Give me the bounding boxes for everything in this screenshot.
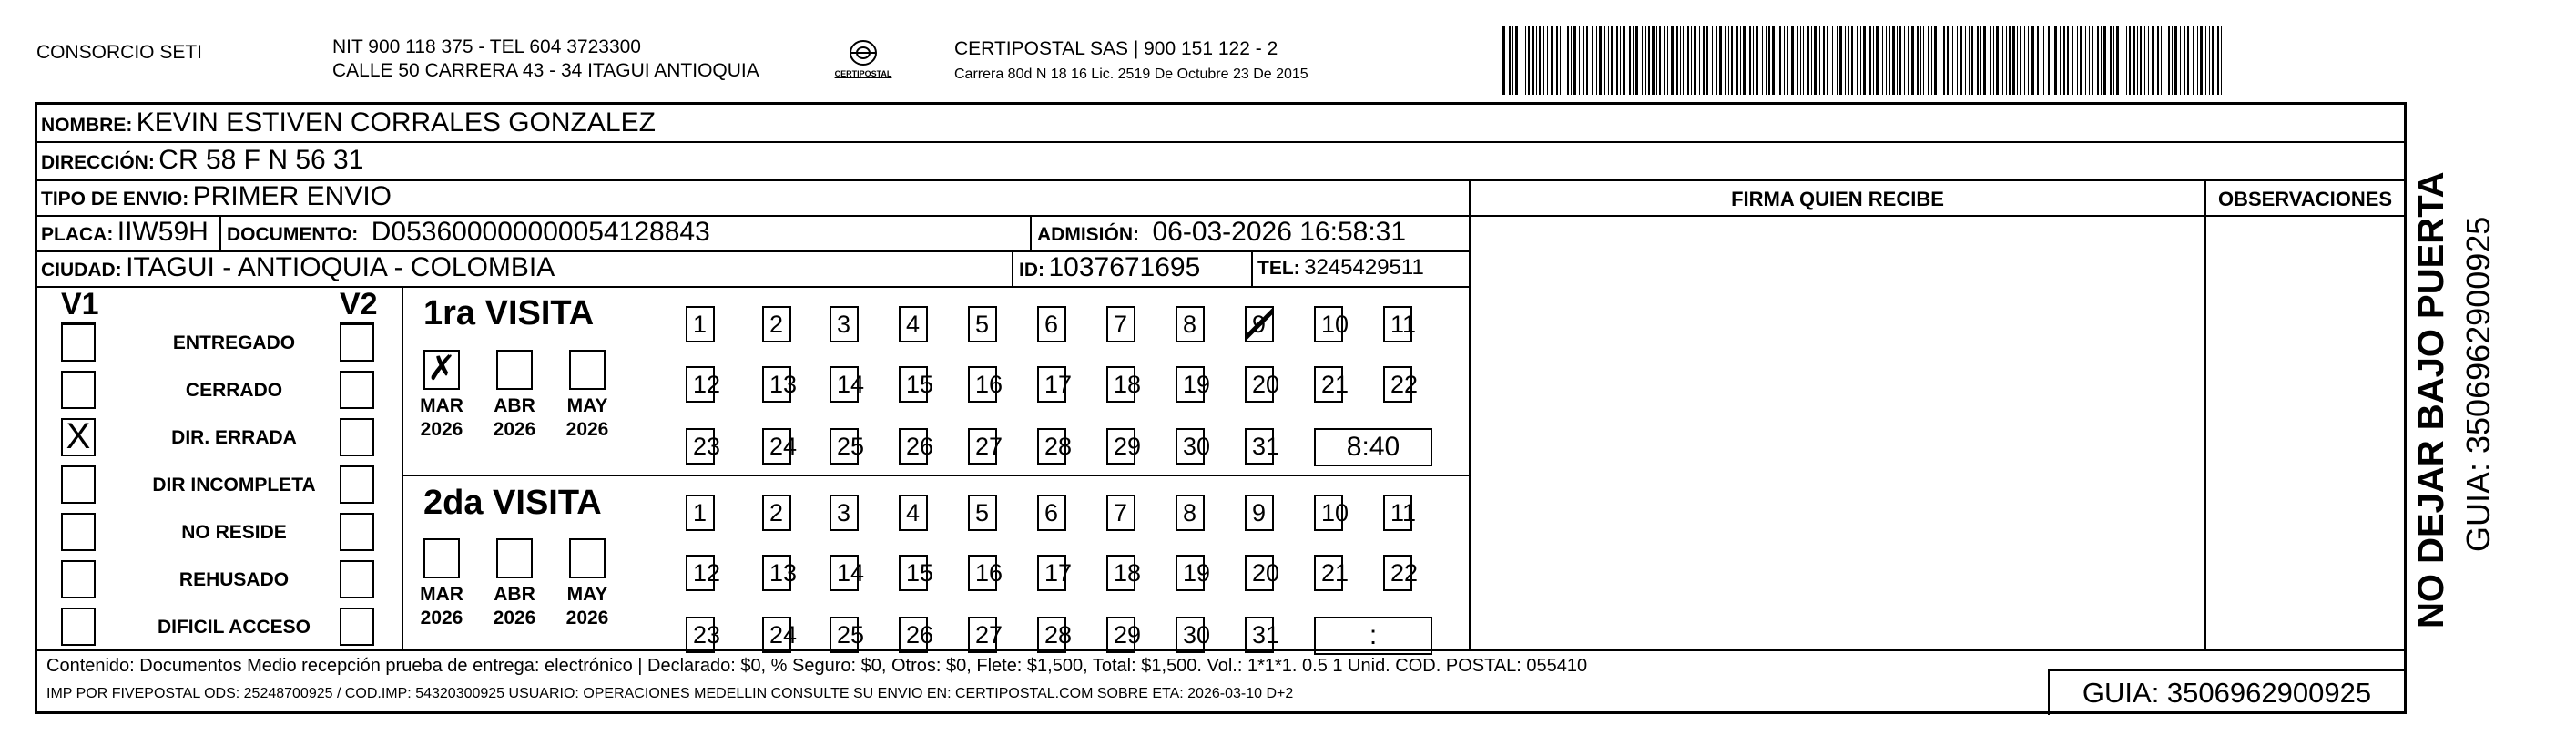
do-not-leave-under-door-notice: NO DEJAR BAJO PUERTA: [2411, 171, 2451, 628]
footer-content-line: Contenido: Documentos Medio recepción prueba de entrega: electrónico | Declarado: $0, % Seguro: $0, Otros: $0, Flete: $1,500, Total: $1,500. Vol.: 1*1*1. 0.5 1 Unid. COD. POSTAL: 055410: [46, 656, 1588, 676]
day-box[interactable]: 21: [1314, 366, 1343, 403]
day-box[interactable]: 27: [968, 428, 997, 465]
day-box[interactable]: 10: [1314, 495, 1343, 531]
day-box[interactable]: 23: [686, 428, 715, 465]
day-box[interactable]: 31: [1245, 617, 1274, 653]
month-checkbox[interactable]: [423, 350, 460, 390]
day-box[interactable]: 8: [1176, 306, 1205, 342]
v1-mark: X: [66, 416, 91, 456]
day-box[interactable]: 17: [1037, 555, 1066, 591]
day-box[interactable]: 29: [1106, 617, 1135, 653]
footer-guia: GUIA: 3506962900925: [2082, 677, 2372, 709]
day-box[interactable]: 5: [968, 495, 997, 531]
day-box[interactable]: 4: [899, 306, 928, 342]
day-box[interactable]: 15: [899, 366, 928, 403]
day-box[interactable]: 20: [1245, 366, 1274, 403]
day-box[interactable]: 9: [1245, 495, 1274, 531]
month-label: MAY: [566, 584, 608, 605]
day-box[interactable]: 30: [1176, 617, 1205, 653]
status-label: DIFICIL ACCESO: [157, 617, 311, 638]
month-label: MAR: [420, 584, 463, 605]
v2-checkbox[interactable]: [340, 608, 374, 646]
day-box[interactable]: 19: [1176, 366, 1205, 403]
day-box[interactable]: 26: [899, 428, 928, 465]
status-label: ENTREGADO: [172, 332, 296, 353]
year-label: 2026: [565, 419, 609, 440]
footer-print-line: IMP POR FIVEPOSTAL ODS: 25248700925 / COD.IMP: 54320300925 USUARIO: OPERACIONES MEDELLIN CONSULTE SU ENVIO EN: CERTIPOSTAL.COM SOBRE ETA: 2026-03-10 D+2: [46, 686, 1294, 701]
status-label: DIR INCOMPLETA: [152, 475, 316, 495]
status-label: DIR. ERRADA: [171, 427, 297, 448]
day-box[interactable]: 3: [830, 495, 859, 531]
observations-column-header: OBSERVACIONES: [2217, 188, 2393, 210]
day-box[interactable]: 10: [1314, 306, 1343, 342]
visit-time-box[interactable]: :: [1314, 617, 1432, 655]
day-box[interactable]: 24: [762, 428, 791, 465]
carrier-line: CERTIPOSTAL SAS | 900 151 122 - 2: [954, 38, 1278, 59]
day-box[interactable]: 20: [1245, 555, 1274, 591]
month-label: ABR: [494, 584, 535, 605]
day-box[interactable]: 5: [968, 306, 997, 342]
license-line: Carrera 80d N 18 16 Lic. 2519 De Octubre 23 De 2015: [954, 66, 1308, 82]
day-box[interactable]: 15: [899, 555, 928, 591]
day-box[interactable]: 18: [1106, 366, 1135, 403]
day-box[interactable]: 1: [686, 306, 715, 342]
id-field: ID: 1037671695: [1019, 252, 1201, 282]
admission-value: 06-03-2026 16:58:31: [1152, 217, 1407, 247]
month-checkbox[interactable]: [569, 350, 606, 390]
v2-header: V2: [340, 287, 378, 322]
day-box[interactable]: 13: [762, 366, 791, 403]
day-box[interactable]: 31: [1245, 428, 1274, 465]
side-guia: GUIA: 3506962900925: [2459, 216, 2497, 552]
company-name: CONSORCIO SETI: [36, 42, 203, 63]
tel-value: 3245429511: [1304, 255, 1424, 280]
day-box[interactable]: 22: [1383, 555, 1412, 591]
day-box[interactable]: 17: [1037, 366, 1066, 403]
v2-checkbox[interactable]: [340, 465, 374, 504]
id-value: 1037671695: [1048, 252, 1201, 282]
day-box[interactable]: 7: [1106, 306, 1135, 342]
plate-value: IIW59H: [117, 217, 209, 247]
address-line: CALLE 50 CARRERA 43 - 34 ITAGUI ANTIOQUIA: [332, 60, 759, 81]
day-box[interactable]: 8: [1176, 495, 1205, 531]
day-box[interactable]: 6: [1037, 306, 1066, 342]
day-box[interactable]: 18: [1106, 555, 1135, 591]
send-type-field: TIPO DE ENVIO: PRIMER ENVIO: [41, 181, 392, 211]
logo-text: CERTIPOSTAL: [834, 69, 892, 78]
send-type-value: PRIMER ENVIO: [192, 181, 392, 211]
day-box[interactable]: 14: [830, 555, 859, 591]
year-label: 2026: [420, 419, 463, 440]
day-box[interactable]: 22: [1383, 366, 1412, 403]
v1-checkbox[interactable]: [61, 513, 96, 551]
city-value: ITAGUI - ANTIOQUIA - COLOMBIA: [126, 252, 555, 282]
admission-field: ADMISIÓN: 06-03-2026 16:58:31: [1037, 217, 1407, 247]
v1-checkbox[interactable]: [61, 560, 96, 598]
day-box[interactable]: 11: [1383, 306, 1412, 342]
tel-field: TEL: 3245429511: [1257, 255, 1424, 280]
v2-checkbox[interactable]: [340, 371, 374, 409]
year-label: 2026: [493, 419, 536, 440]
v1-checkbox[interactable]: [61, 323, 96, 362]
v1-checkbox[interactable]: [61, 608, 96, 646]
document-field: DOCUMENTO: D053600000000054128843: [227, 217, 710, 247]
day-box[interactable]: 1: [686, 495, 715, 531]
certipostal-logo: [836, 36, 891, 87]
month-checkbox[interactable]: [496, 538, 533, 578]
year-label: 2026: [420, 608, 463, 628]
month-checkbox[interactable]: [423, 538, 460, 578]
day-box[interactable]: 29: [1106, 428, 1135, 465]
day-box[interactable]: 9: [1245, 306, 1274, 342]
status-label: REHUSADO: [178, 569, 290, 590]
day-box[interactable]: 12: [686, 366, 715, 403]
month-label: MAR: [420, 395, 463, 416]
day-box[interactable]: 11: [1383, 495, 1412, 531]
day-box[interactable]: 19: [1176, 555, 1205, 591]
address-field: DIRECCIÓN: CR 58 F N 56 31: [41, 145, 364, 175]
v1-header: V1: [61, 287, 99, 322]
day-box[interactable]: 2: [762, 495, 791, 531]
name-field: NOMBRE: KEVIN ESTIVEN CORRALES GONZALEZ: [41, 107, 656, 138]
day-box[interactable]: 13: [762, 555, 791, 591]
address-value: CR 58 F N 56 31: [158, 145, 364, 175]
status-label: NO RESIDE: [181, 522, 287, 543]
day-box[interactable]: 12: [686, 555, 715, 591]
day-box[interactable]: 7: [1106, 495, 1135, 531]
month-checkbox[interactable]: [496, 350, 533, 390]
v2-checkbox[interactable]: [340, 560, 374, 598]
day-box[interactable]: 26: [899, 617, 928, 653]
barcode-icon: [1502, 26, 2231, 95]
name-value: KEVIN ESTIVEN CORRALES GONZALEZ: [136, 107, 656, 138]
year-label: 2026: [493, 608, 536, 628]
month-checkbox[interactable]: [569, 538, 606, 578]
v1-checkbox[interactable]: [61, 418, 96, 456]
plate-field: PLACA: IIW59H: [41, 217, 209, 247]
v2-checkbox[interactable]: [340, 513, 374, 551]
status-label: CERRADO: [185, 380, 283, 401]
day-box[interactable]: 16: [968, 366, 997, 403]
day-box[interactable]: 21: [1314, 555, 1343, 591]
year-label: 2026: [565, 608, 609, 628]
second-visit-title: 2da VISITA: [423, 484, 602, 522]
city-field: CIUDAD: ITAGUI - ANTIOQUIA - COLOMBIA: [41, 252, 555, 282]
first-visit-title: 1ra VISITA: [423, 294, 595, 332]
month-label: MAY: [566, 395, 608, 416]
day-box[interactable]: 3: [830, 306, 859, 342]
signature-column-header: FIRMA QUIEN RECIBE: [1731, 188, 1944, 210]
day-box[interactable]: 28: [1037, 428, 1066, 465]
v1-checkbox[interactable]: [61, 465, 96, 504]
day-box[interactable]: 25: [830, 617, 859, 653]
visit-time-box[interactable]: 8:40: [1314, 428, 1432, 466]
day-box[interactable]: 6: [1037, 495, 1066, 531]
day-box[interactable]: 30: [1176, 428, 1205, 465]
day-box[interactable]: 27: [968, 617, 997, 653]
day-box[interactable]: 2: [762, 306, 791, 342]
month-mark: ✗: [427, 350, 456, 388]
v2-checkbox[interactable]: [340, 418, 374, 456]
month-label: ABR: [494, 395, 535, 416]
day-box[interactable]: 4: [899, 495, 928, 531]
v2-checkbox[interactable]: [340, 323, 374, 362]
day-box[interactable]: 24: [762, 617, 791, 653]
v1-checkbox[interactable]: [61, 371, 96, 409]
shipping-form: [35, 102, 2407, 714]
day-box[interactable]: 25: [830, 428, 859, 465]
day-box[interactable]: 28: [1037, 617, 1066, 653]
nit-line: NIT 900 118 375 - TEL 604 3723300: [332, 36, 641, 57]
day-box[interactable]: 14: [830, 366, 859, 403]
document-value: D053600000000054128843: [371, 217, 710, 247]
day-box[interactable]: 23: [686, 617, 715, 653]
day-box[interactable]: 16: [968, 555, 997, 591]
